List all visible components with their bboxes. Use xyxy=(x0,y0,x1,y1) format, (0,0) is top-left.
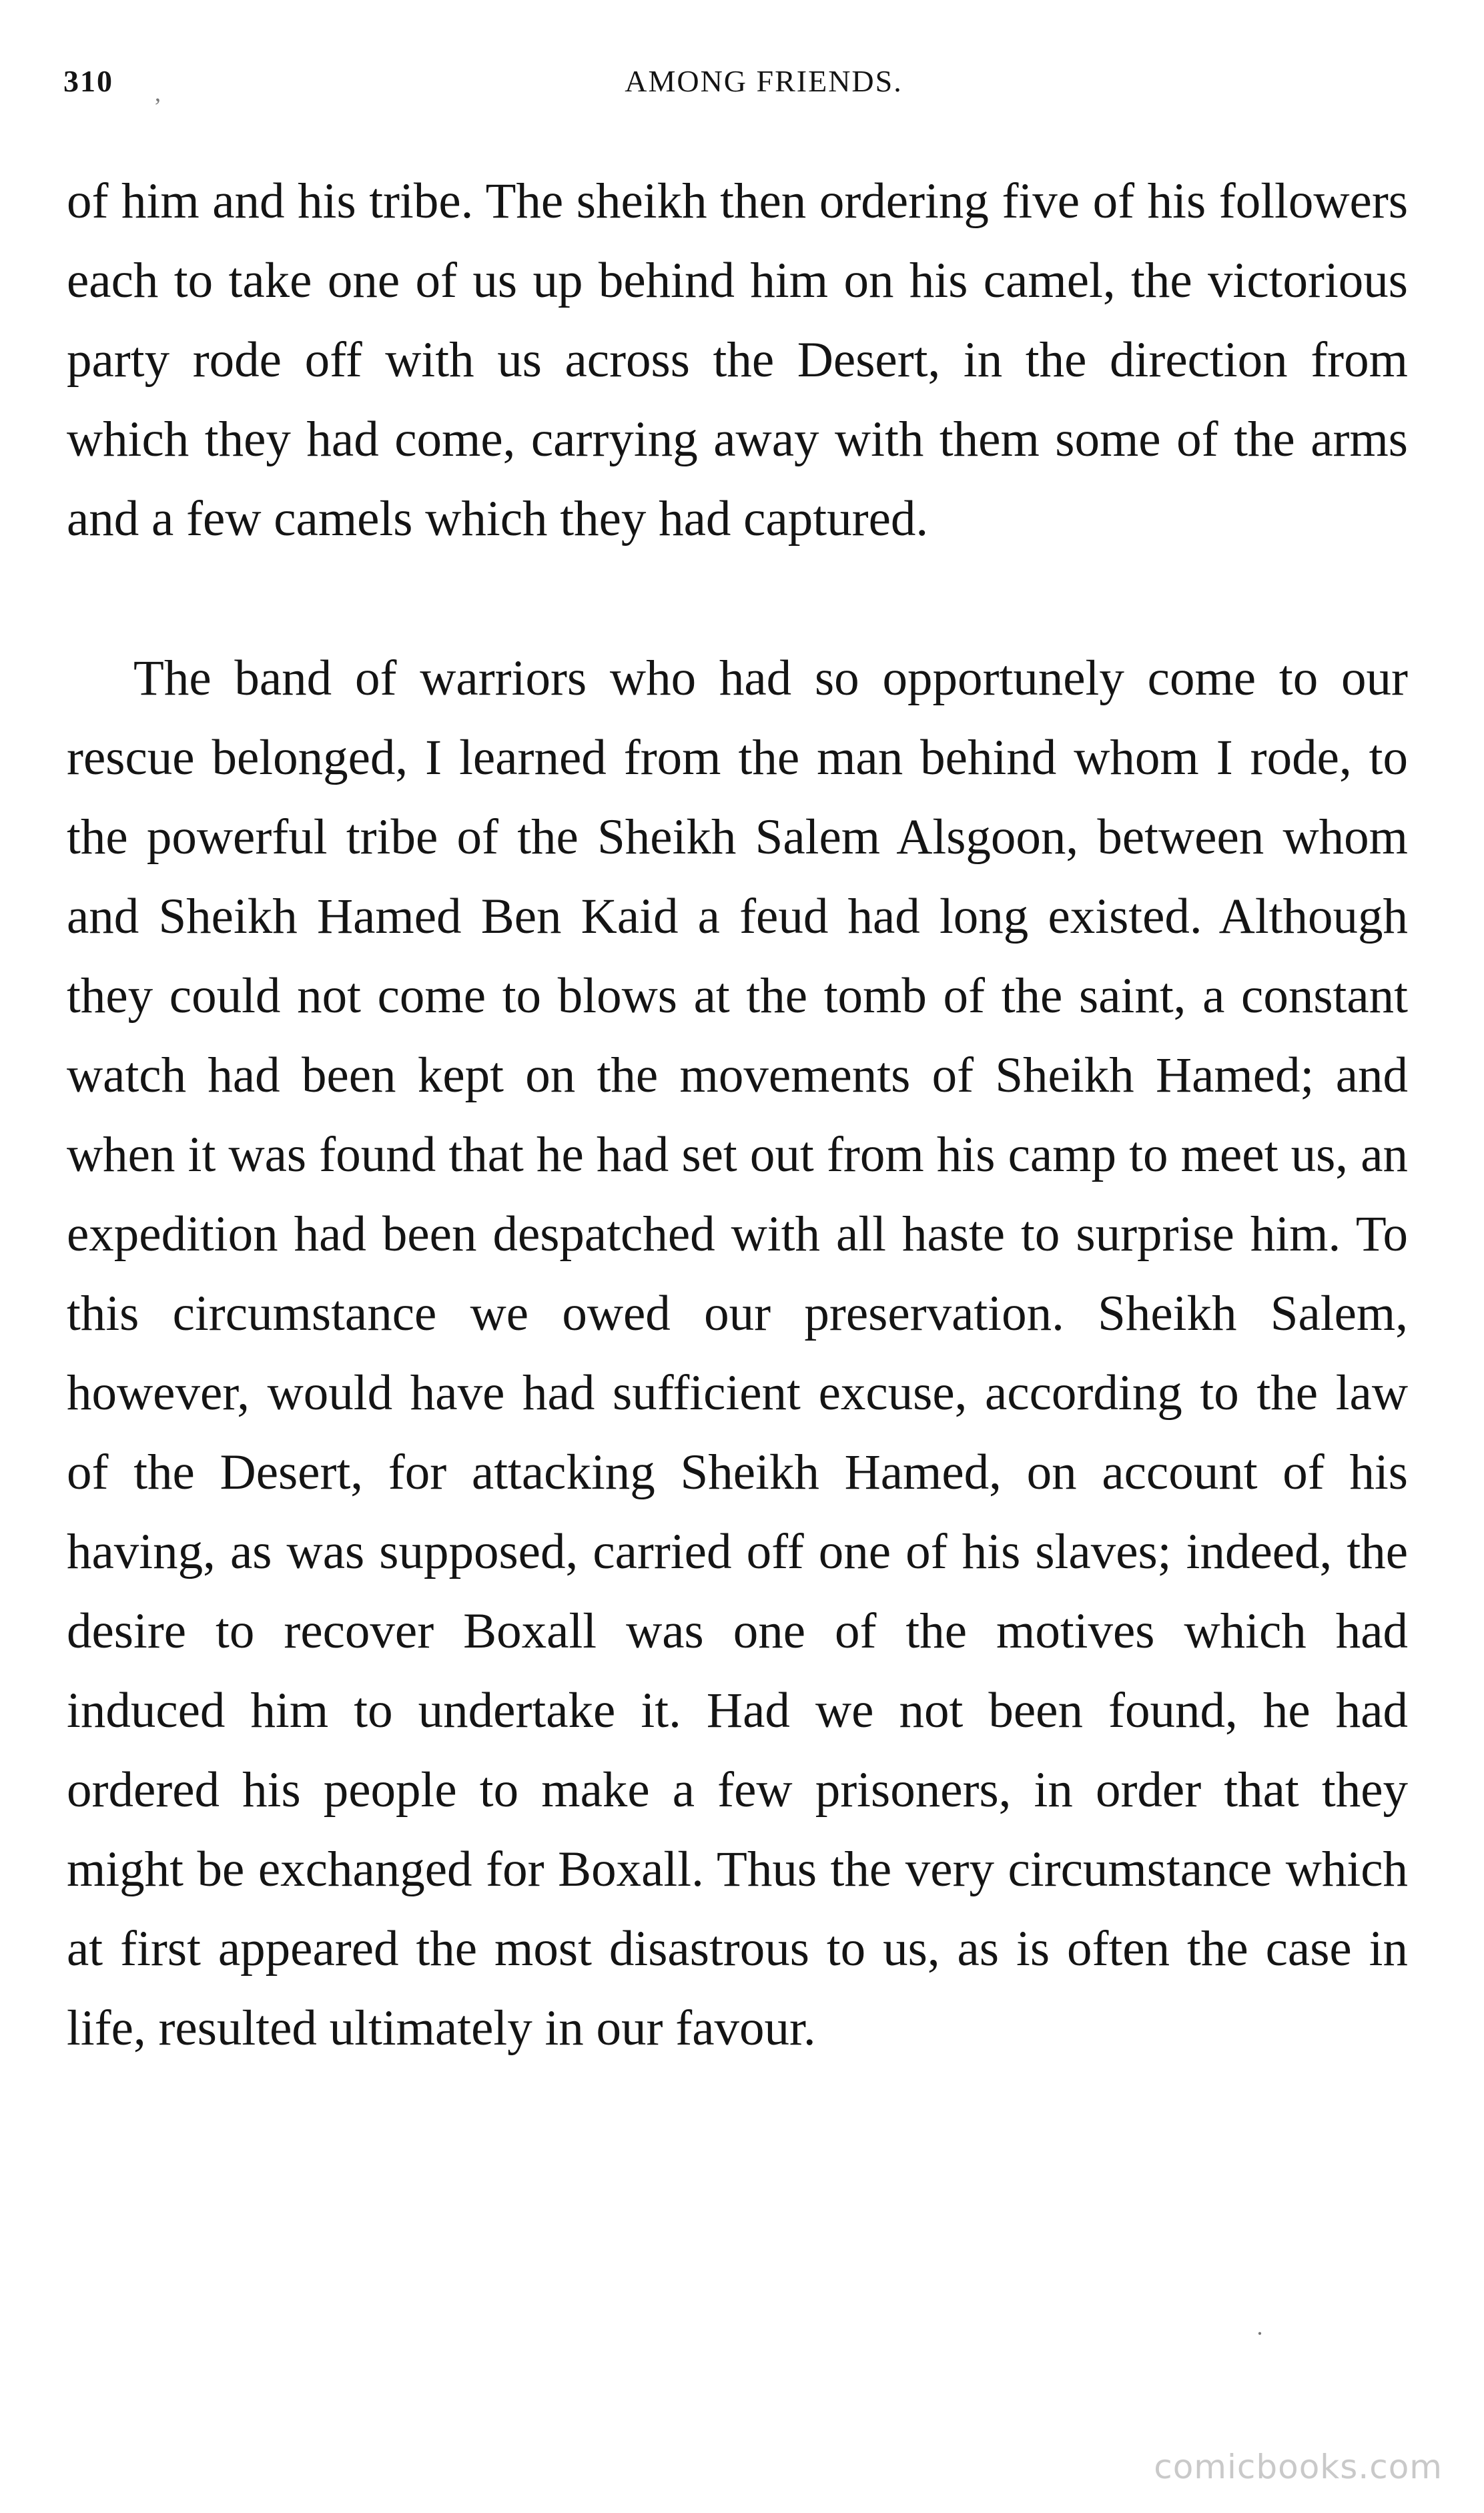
print-speck: , xyxy=(155,79,161,106)
watermark: comicbooks.com xyxy=(1154,2448,1443,2486)
page-number: 310 xyxy=(63,64,113,98)
paragraph-main: The band of warriors who had so opportunely come to our rescue belonged, I learned from the man behind whom I rode, to the powerful tribe of the Sheikh Salem Alsgoon, between whom and Sheikh Hamed Ben Kaid a feud had long existed. Although they could not come to blows at the tomb of the saint, a constant watch had been kept on the movements of Sheikh Hamed; and when it was found that he had set out from his camp to meet us, an expedition had been despatched with all haste to surprise him. To this circumstance we owed our preservation. Sheikh Salem, however, would have had sufficient excuse, according to the law of the Desert, for attacking Sheikh Hamed, on account of his having, as was supposed, carried off one of his slaves; indeed, the desire to recover Boxall was one of the motives which had induced him to undertake it. Had we not been found, he had ordered his people to make a few prisoners, in order that they might be exchanged for Boxall. Thus the very circumstance which at first appeared the most disastrous to us, as is often the case in life, resulted ultimately in our favour. xyxy=(67,651,1408,2056)
paragraph-continuation: of him and his tribe. The sheikh then ordering five of his followers each to take one of us up behind him on his camel, the victorious party rode off with us across the Desert, in the direction from which they had come, carrying away with them some of the arms and a few camels which they had captured. xyxy=(67,173,1408,547)
print-speck: · xyxy=(1256,2320,1264,2347)
running-header xyxy=(63,63,1404,117)
running-title: AMONG FRIENDS. xyxy=(625,64,903,98)
